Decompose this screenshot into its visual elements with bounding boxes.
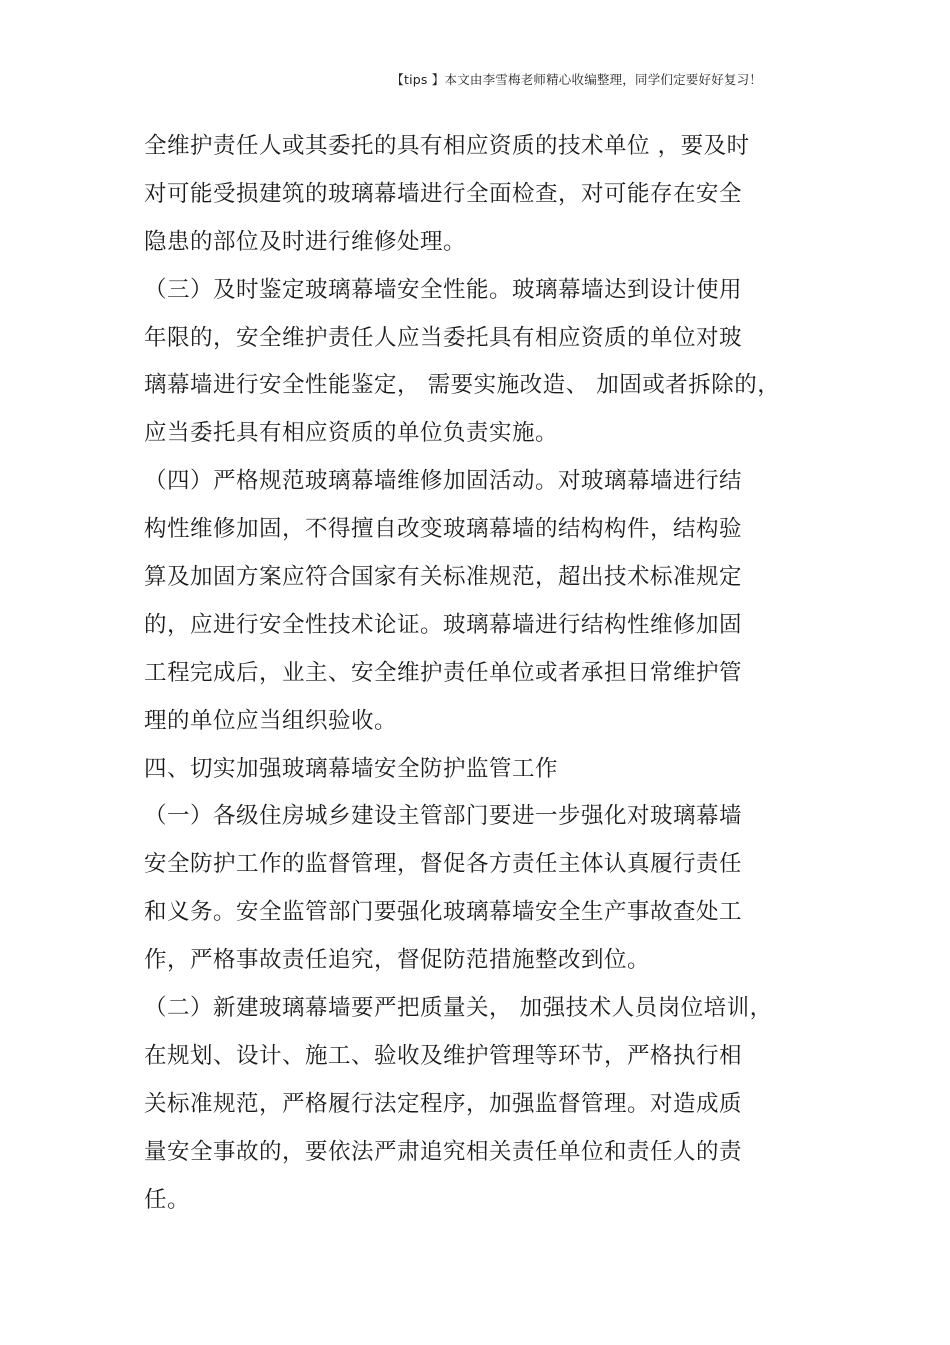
text-line: 工程完成后，业主、安全维护责任单位或者承担日常维护管	[144, 659, 743, 686]
text-line: （三）及时鉴定玻璃幕墙安全性能。玻璃幕墙达到设计使用	[144, 276, 743, 303]
text-line: 作，严格事故责任追究，督促防范措施整改到位。	[144, 947, 651, 974]
text-line: 和义务。安全监管部门要强化玻璃幕墙安全生产事故查处工	[144, 899, 743, 926]
text-line: 年限的，安全维护责任人应当委托具有相应资质的单位对玻	[144, 324, 743, 351]
text-line: （一）各级住房城乡建设主管部门要进一步强化对玻璃幕墙	[144, 803, 743, 830]
header-tips: 【tips 】本文由李雪梅老师精心收编整理，同学们定要好好复习！	[391, 72, 762, 87]
text-line: 璃幕墙进行安全性能鉴定， 需要实施改造、 加固或者拆除的，	[144, 372, 781, 399]
text-line: （二）新建玻璃幕墙要严把质量关， 加强技术人员岗位培训，	[144, 995, 773, 1022]
text-line: 隐患的部位及时进行维修处理。	[144, 228, 467, 255]
text-line: 全维护责任人或其委托的具有相应资质的技术单位 ，要及时	[144, 133, 750, 159]
text-line: 在规划、设计、施工、验收及维护管理等环节，严格执行相	[144, 1042, 743, 1069]
text-line: 构性维修加固，不得擅自改变玻璃幕墙的结构构件，结构验	[144, 516, 743, 543]
text-line: 关标准规范，严格履行法定程序，加强监督管理。对造成质	[144, 1090, 743, 1117]
text-line: 算及加固方案应符合国家有关标准规范，超出技术标准规定	[144, 564, 743, 591]
text-line: 安全防护工作的监督管理，督促各方责任主体认真履行责任	[144, 851, 743, 878]
section-heading: 四、切实加强玻璃幕墙安全防护监管工作	[144, 755, 559, 782]
text-line: （四）严格规范玻璃幕墙维修加固活动。对玻璃幕墙进行结	[144, 468, 743, 495]
text-line: 量安全事故的，要依法严肃追究相关责任单位和责任人的责	[144, 1138, 743, 1165]
text-line: 理的单位应当组织验收。	[144, 707, 398, 734]
body-text	[144, 126, 804, 1227]
text-line: 应当委托具有相应资质的单位负责实施。	[144, 420, 559, 447]
text-line: 任。	[144, 1186, 191, 1213]
text-line: 对可能受损建筑的玻璃幕墙进行全面检查，对可能存在安全	[144, 180, 743, 207]
text-line: 的，应进行安全性技术论证。玻璃幕墙进行结构性维修加固	[144, 611, 743, 638]
